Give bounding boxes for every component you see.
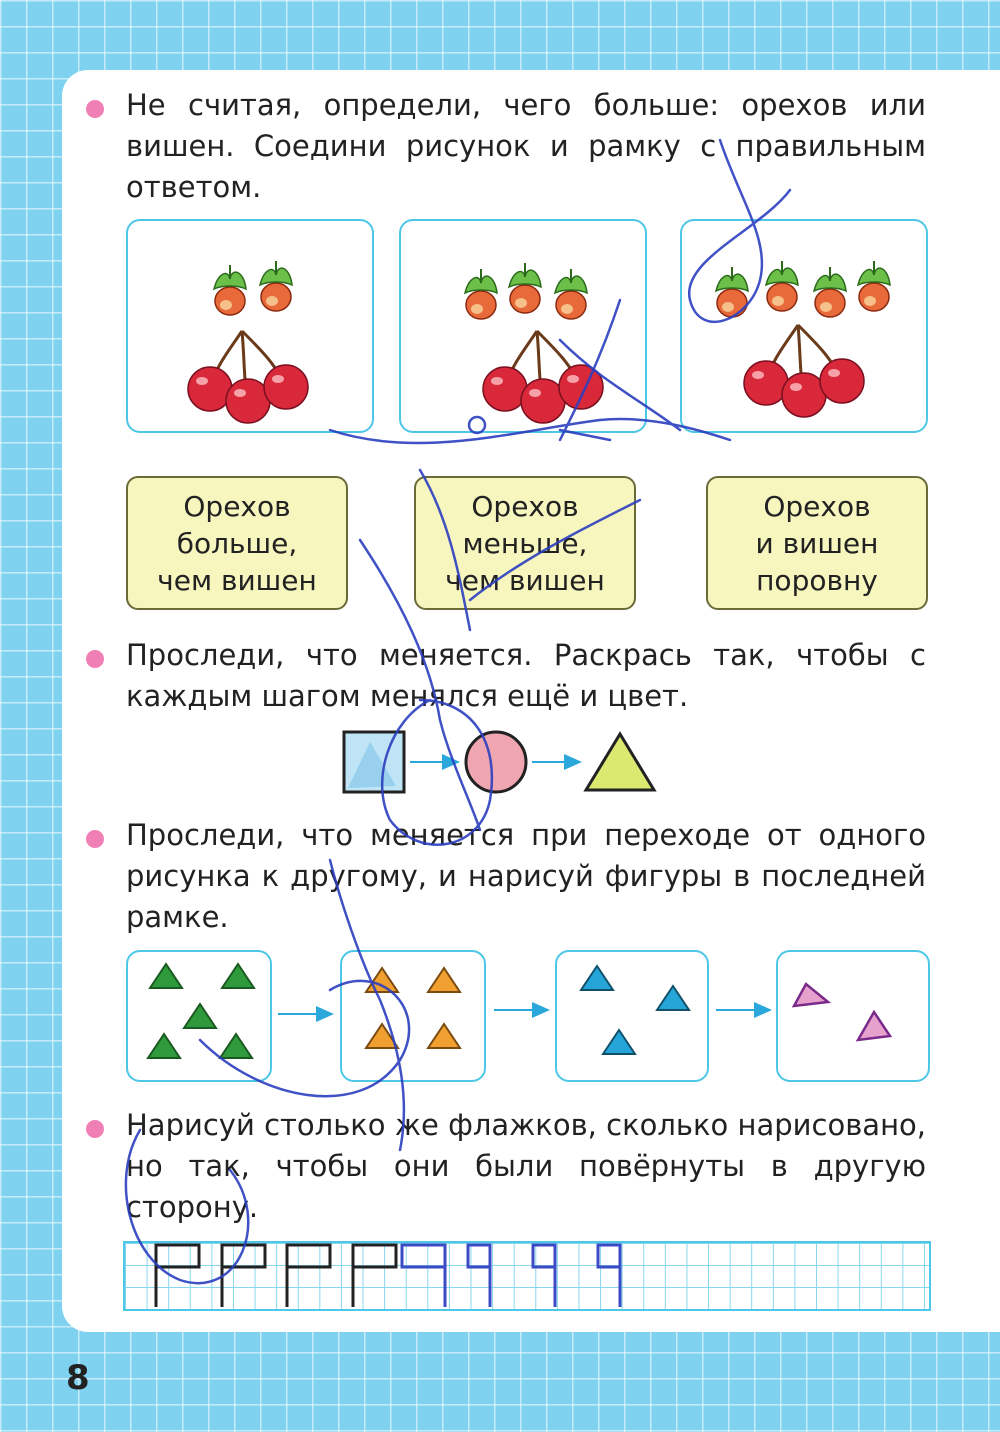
printed-flags [156, 1245, 396, 1307]
flag-grid[interactable] [123, 1241, 931, 1311]
triangle-frame-answer[interactable] [776, 950, 930, 1082]
answer-1-line-2: больше, [176, 526, 298, 560]
answer-frame-more[interactable] [126, 476, 348, 610]
answer-2-line-1: Орехов [471, 489, 579, 523]
picture-box-2[interactable] [399, 219, 647, 433]
answer-1-line-1: Орехов [183, 489, 291, 523]
colored-triangle[interactable] [586, 734, 654, 790]
picture-box-1[interactable] [126, 219, 374, 433]
nuts-cherries-image-3 [682, 221, 926, 431]
answer-3-line-3: поровну [756, 563, 878, 597]
task1-bullet [86, 100, 104, 118]
task2-bullet [86, 650, 104, 668]
task4-bullet [86, 1120, 104, 1138]
answer-frame-equal[interactable] [706, 476, 928, 610]
answer-3-line-2: и вишен [755, 526, 879, 560]
answer-1-line-3: чем вишен [157, 563, 317, 597]
flags [125, 1243, 929, 1309]
task3-bullet [86, 830, 104, 848]
drawn-mirrored-flags [402, 1245, 620, 1307]
task3-text: Проследи, что меняется при переходе от одного рисунка к другому, и нарисуй фигуры в последней рамке. [126, 818, 926, 934]
colored-square[interactable] [344, 732, 404, 792]
triangles-2-drawn [778, 952, 928, 1080]
nuts-cherries-image-1 [128, 221, 372, 431]
triangle-frame-1 [126, 950, 272, 1082]
task2-text: Проследи, что меняется. Раскрась так, чтобы с каждым шагом менялся ещё и цвет. [126, 638, 926, 713]
answer-2-line-3: чем вишен [445, 563, 605, 597]
answer-3-line-1: Орехов [763, 489, 871, 523]
page-number: 8 [66, 1358, 90, 1398]
triangles-5-green [128, 952, 270, 1080]
task4-text: Нарисуй столько же флажков, сколько нарисовано, но так, чтобы они были повёрнуты в другую сторону. [126, 1108, 926, 1224]
answer-frame-less[interactable] [414, 476, 636, 610]
answer-2-line-2: меньше, [462, 526, 588, 560]
colored-circle[interactable] [466, 732, 526, 792]
shape-sequence [330, 722, 670, 802]
picture-box-3[interactable] [680, 219, 928, 433]
nuts-cherries-image-2 [401, 221, 645, 431]
frame-arrows [268, 1000, 780, 1030]
task1-text: Не считая, определи, чего больше: орехов или вишен. Соедини рисунок и рамку с правильным ответом. [126, 88, 926, 204]
